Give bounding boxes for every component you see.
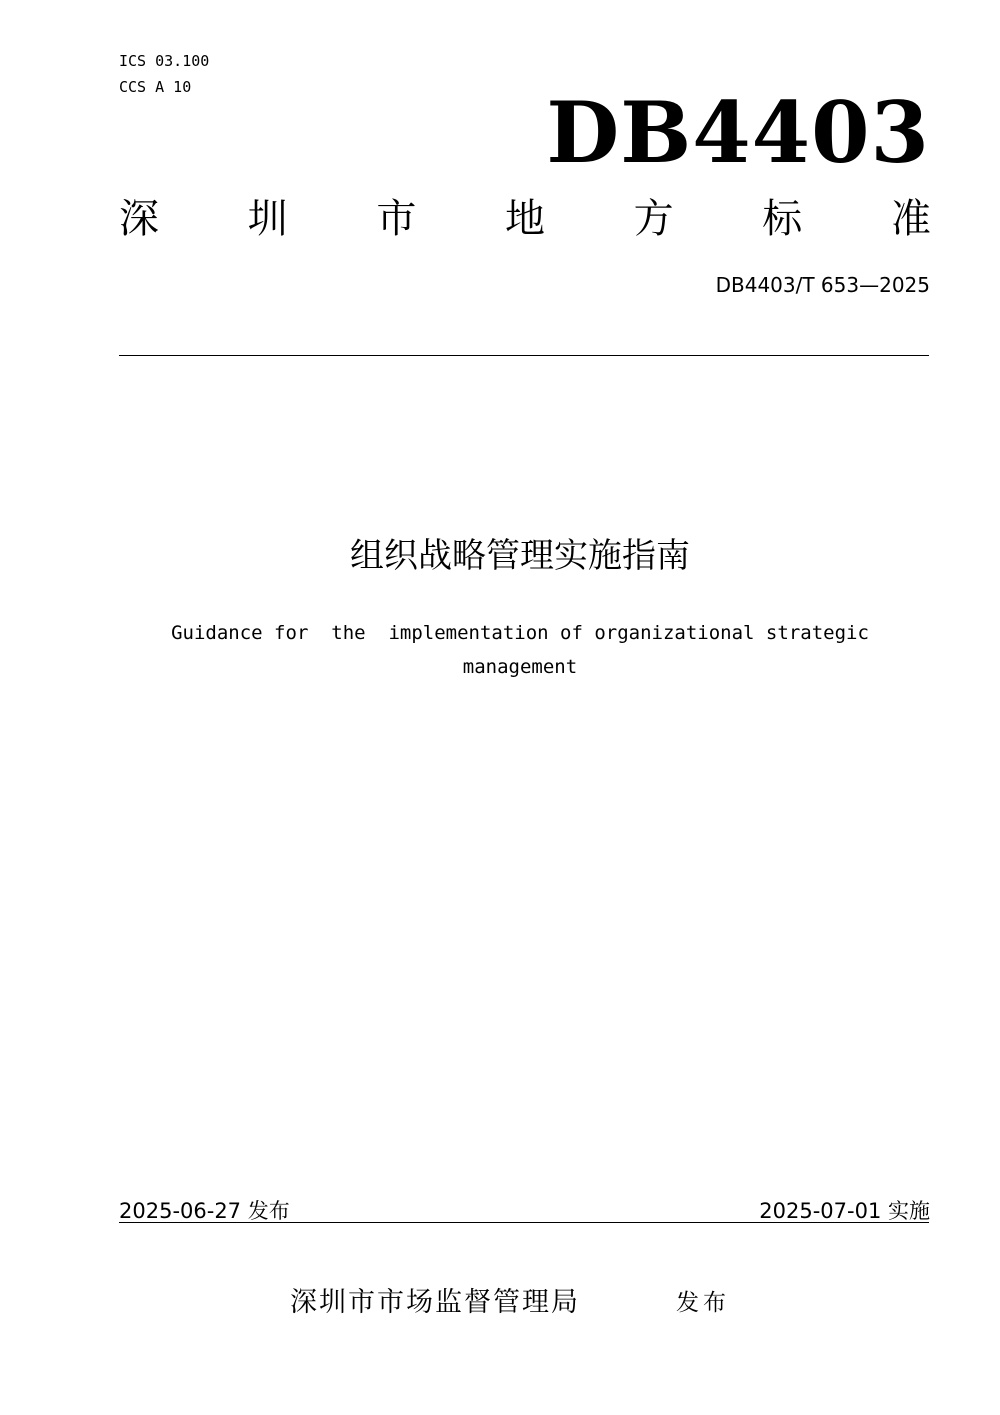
standard-number: DB4403/T 653—2025 [715,273,930,297]
document-title-chinese: 组织战略管理实施指南 [350,536,690,576]
standard-type-char: 方 [633,196,674,242]
standard-type-char: 市 [376,196,417,242]
standard-type-char: 标 [762,196,803,242]
issue-label: 发布 [676,1290,730,1316]
implementation-date: 2025-07-01 实施 [759,1199,930,1223]
standard-type-heading [119,194,931,244]
standard-type-char: 地 [504,196,545,242]
document-title-english-line1: Guidance for the implementation of organizational strategic [171,622,869,644]
standard-type-char: 深 [119,196,159,242]
document-title-english-line2: management [462,656,578,678]
top-divider [119,355,929,356]
issue-date: 2025-06-27 发布 [119,1199,290,1223]
standard-logo: DB4403 [546,83,930,182]
ccs-code: CCS A 10 [119,78,192,96]
standard-type-char: 准 [890,196,931,242]
ics-code: ICS 03.100 [119,52,210,70]
issuing-authority: 深圳市市场监督管理局 [290,1287,580,1318]
standard-type-char: 圳 [247,196,288,242]
bottom-divider [119,1222,929,1223]
